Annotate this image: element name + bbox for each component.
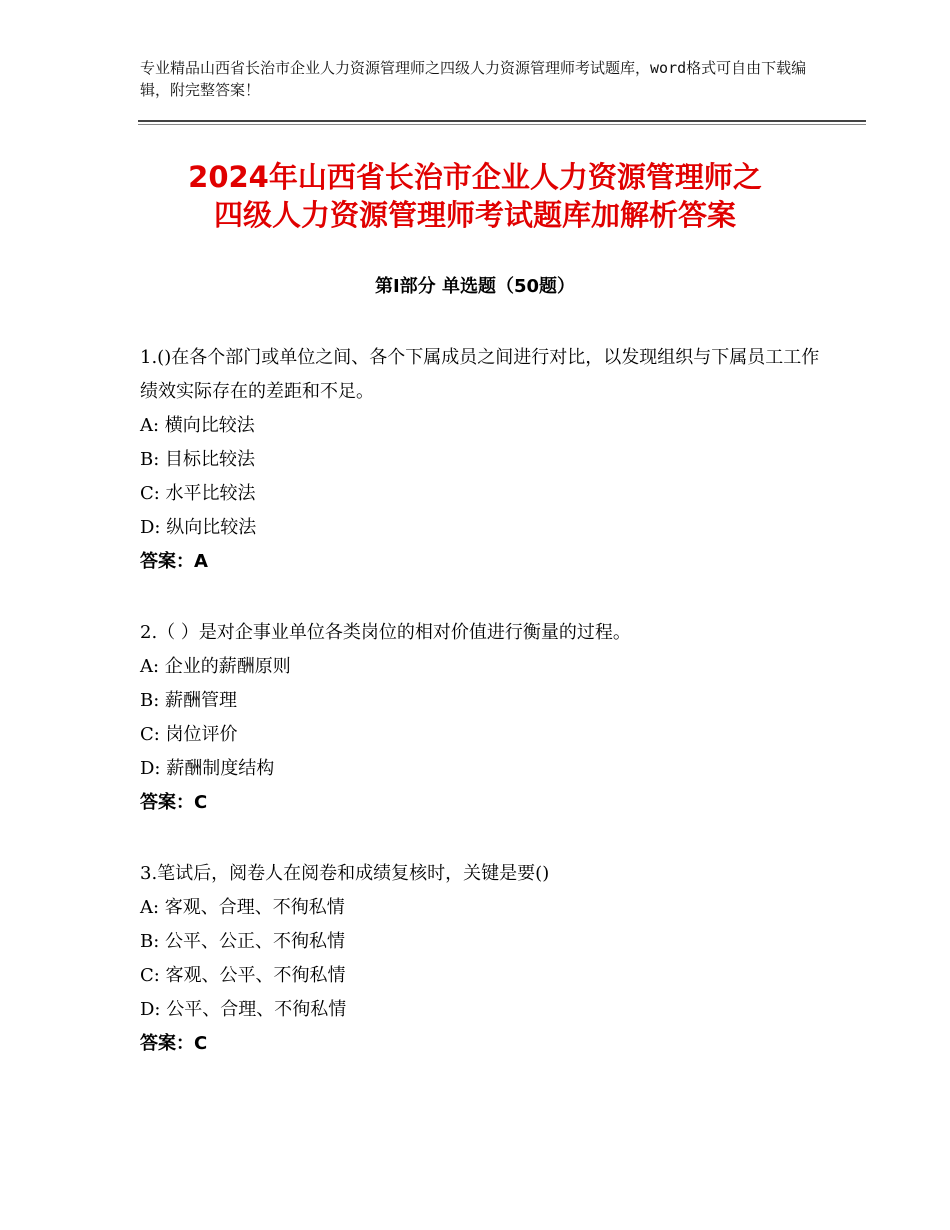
header-rule: [138, 120, 866, 122]
answer: 答案：C: [140, 792, 208, 813]
option-c: C: 水平比较法: [140, 483, 256, 504]
option-c: C: 客观、公平、不徇私情: [140, 965, 346, 986]
section-title: 第Ⅰ部分 单选题（50题）: [374, 276, 575, 297]
document-title: [60, 158, 890, 234]
option-c: C: 岗位评价: [140, 724, 238, 745]
answer: 答案：C: [140, 1033, 208, 1054]
option-d: D: 薪酬制度结构: [140, 758, 275, 779]
answer: 答案：A: [140, 551, 208, 572]
header-rule-thin: [138, 124, 866, 125]
title-line-1: 2024年山西省长治市企业人力资源管理师之: [188, 160, 762, 194]
option-d: D: 纵向比较法: [140, 517, 257, 538]
question-1: [140, 341, 820, 579]
option-a: A: 客观、合理、不徇私情: [140, 897, 345, 918]
title-line-2: 四级人力资源管理师考试题库加解析答案: [213, 198, 736, 232]
option-a: A: 企业的薪酬原则: [140, 656, 291, 677]
option-b: B: 公平、公正、不徇私情: [140, 931, 346, 952]
question-stem: 2.（ ）是对企事业单位各类岗位的相对价值进行衡量的过程。: [140, 622, 631, 643]
header-note: 专业精品山西省长治市企业人力资源管理师之四级人力资源管理师考试题库，word格式可自由下载编辑，附完整答案！: [140, 59, 807, 99]
option-b: B: 薪酬管理: [140, 690, 238, 711]
question-list: [140, 341, 820, 1098]
option-b: B: 目标比较法: [140, 449, 256, 470]
option-d: D: 公平、合理、不徇私情: [140, 999, 347, 1020]
question-3: [140, 857, 820, 1061]
option-a: A: 横向比较法: [140, 415, 255, 436]
question-stem: 1.()在各个部门或单位之间、各个下属成员之间进行对比，以发现组织与下属员工工作绩效实际存在的差距和不足。: [140, 347, 820, 402]
question-stem: 3.笔试后，阅卷人在阅卷和成绩复核时，关键是要(): [140, 863, 550, 884]
question-2: [140, 616, 820, 820]
